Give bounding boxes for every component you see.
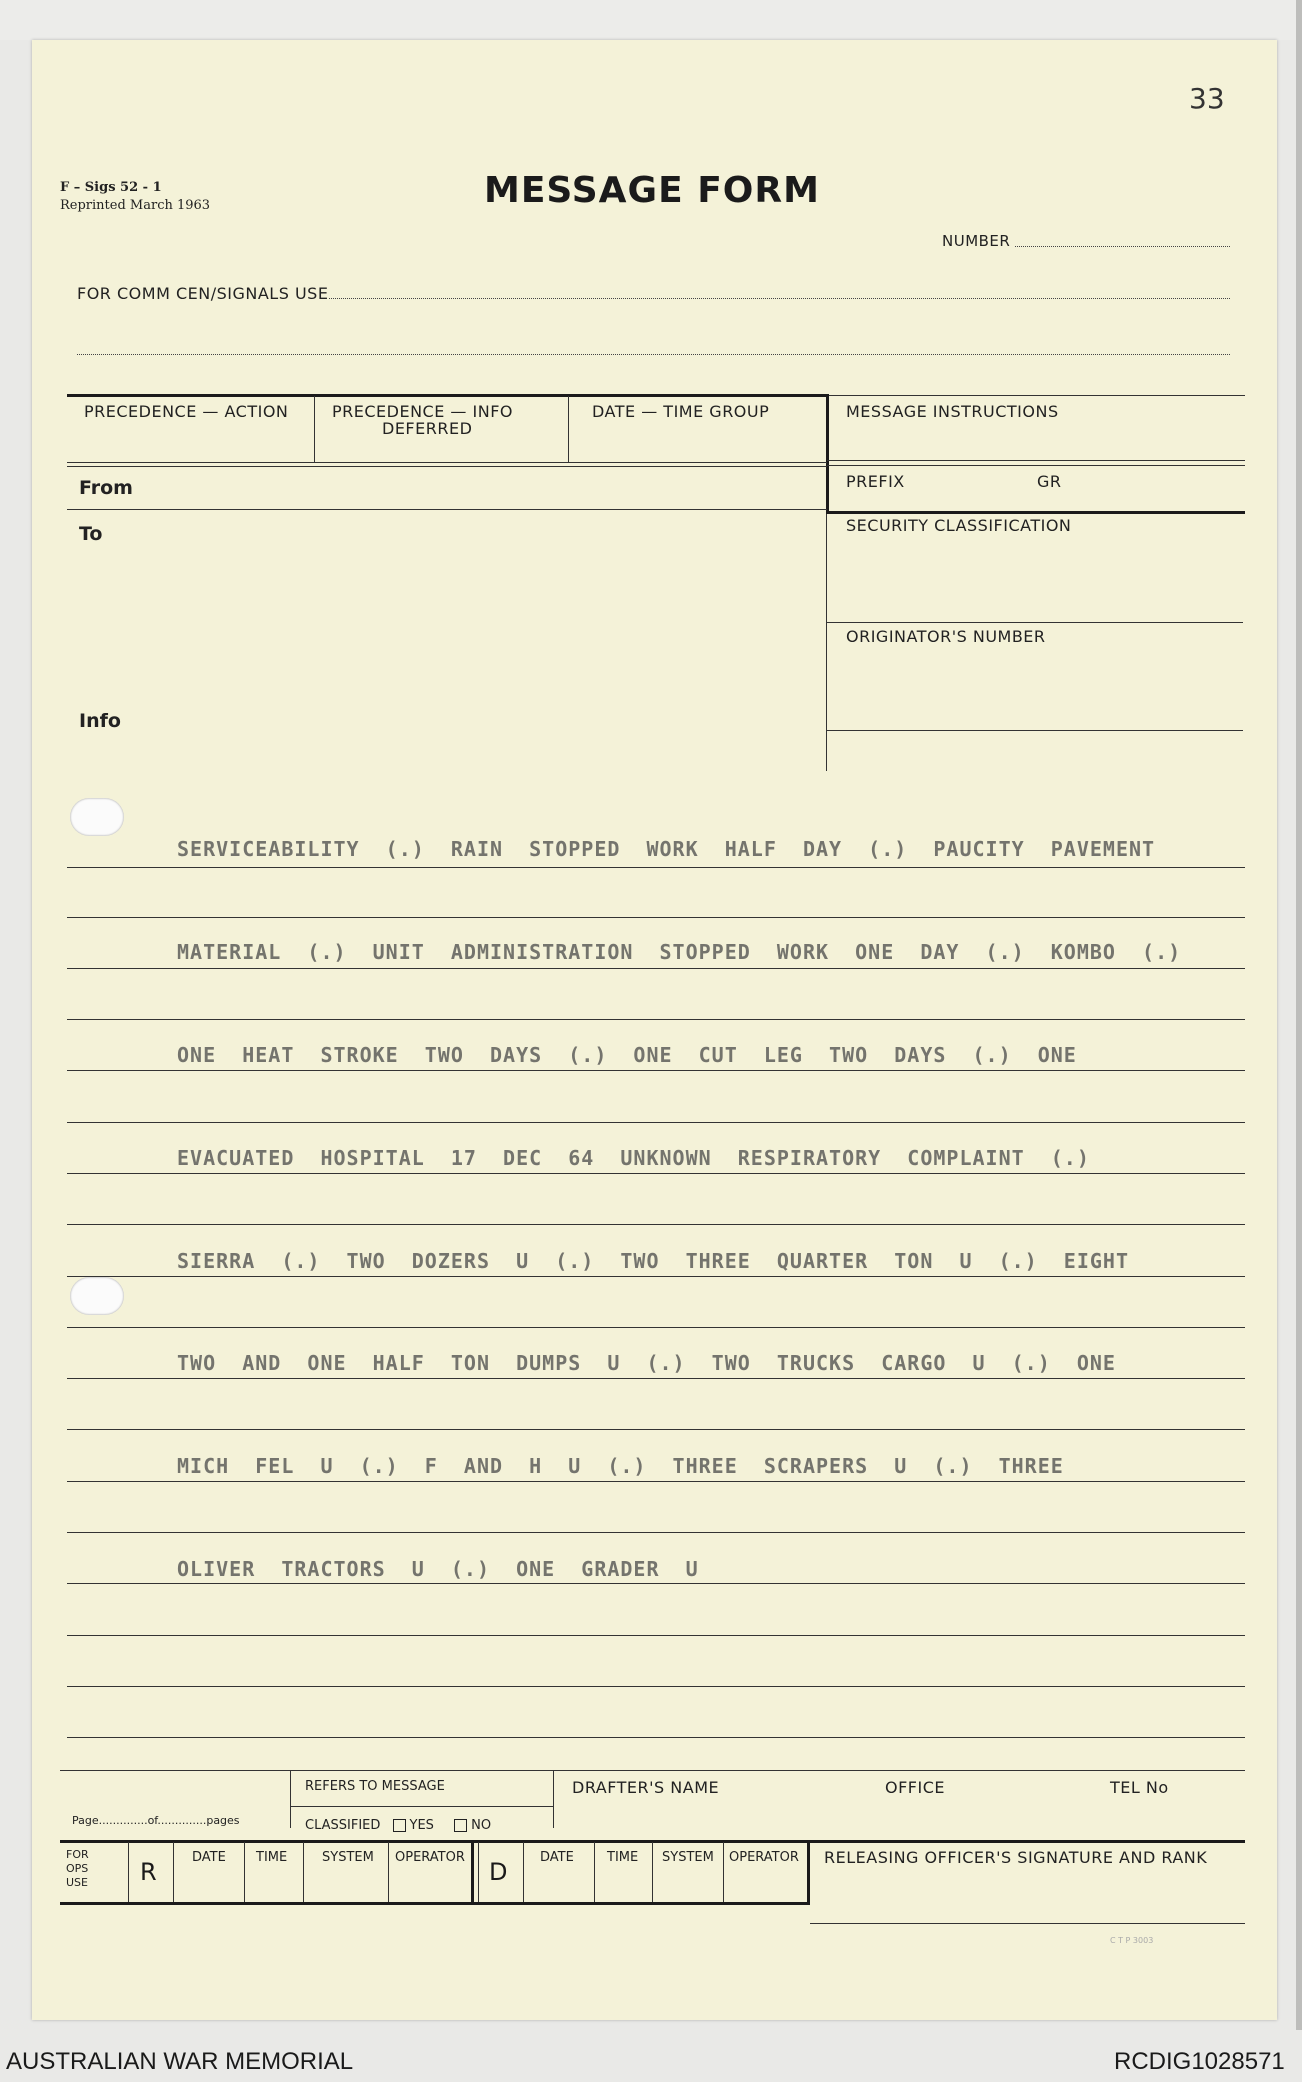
form-code: F – Sigs 52 - 1 <box>60 180 162 195</box>
originator-bottom <box>827 730 1243 731</box>
rule-9a <box>67 1686 1245 1687</box>
rule-5b <box>67 1327 1245 1328</box>
precedence-action-label: PRECEDENCE — ACTION <box>84 402 289 421</box>
handwritten-page-number: 33 <box>1189 82 1225 115</box>
prefix-label: PREFIX <box>846 472 905 491</box>
number-label: NUMBER <box>942 232 1011 250</box>
yes-label: YES <box>409 1818 434 1833</box>
drafter-label: DRAFTER'S NAME <box>572 1778 720 1797</box>
dtg-label: DATE — TIME GROUP <box>592 402 770 421</box>
date-label-r: DATE <box>192 1850 226 1865</box>
for-ops-use-1: FOR <box>66 1848 89 1861</box>
message-line-1: SERVICEABILITY (.) RAIN STOPPED WORK HALF DAY (.) PAUCITY PAVEMENT <box>177 837 1156 861</box>
no-checkbox[interactable] <box>454 1819 467 1832</box>
rule-8a <box>67 1583 1245 1584</box>
rule-8b <box>67 1635 1245 1636</box>
top-band <box>0 0 1302 40</box>
ops-bottom-left <box>60 1902 810 1905</box>
grid-top-right <box>827 395 1245 396</box>
punch-hole-top <box>70 798 124 836</box>
message-instructions-label: MESSAGE INSTRUCTIONS <box>846 402 1059 421</box>
no-label: NO <box>471 1818 492 1833</box>
ops-div-3 <box>244 1842 245 1902</box>
rule-5a <box>67 1276 1245 1277</box>
time-label-d: TIME <box>607 1850 639 1865</box>
rule-7b <box>67 1532 1245 1533</box>
rule-1a <box>67 867 1245 868</box>
prefix-bottom <box>827 511 1245 514</box>
message-line-8: OLIVER TRACTORS U (.) ONE GRADER U <box>177 1557 699 1581</box>
operator-label-r: OPERATOR <box>395 1850 465 1865</box>
operator-label-d: OPERATOR <box>729 1850 799 1865</box>
time-label-r: TIME <box>256 1850 288 1865</box>
ops-div-4 <box>303 1842 304 1902</box>
right-column-div <box>826 514 827 771</box>
ops-div-8 <box>523 1842 524 1902</box>
footer-left: AUSTRALIAN WAR MEMORIAL <box>6 2048 354 2075</box>
yes-checkbox[interactable] <box>393 1819 406 1832</box>
message-line-5: SIERRA (.) TWO DOZERS U (.) TWO THREE QUARTER TON U (.) EIGHT <box>177 1249 1129 1273</box>
security-label: SECURITY CLASSIFICATION <box>846 516 1072 535</box>
footer-right: RCDIG1028571 <box>1114 2048 1285 2075</box>
message-line-4: EVACUATED HOSPITAL 17 DEC 64 UNKNOWN RESPIRATORY COMPLAINT (.) <box>177 1146 1090 1170</box>
rule-6a <box>67 1378 1245 1379</box>
grid-top-left <box>67 394 827 397</box>
from-label: From <box>79 477 133 499</box>
tel-label: TEL No <box>1110 1778 1169 1797</box>
ops-div-1 <box>128 1842 129 1902</box>
security-bottom <box>827 622 1243 623</box>
deferred-label: DEFERRED <box>382 419 473 438</box>
for-ops-use-3: USE <box>66 1876 88 1889</box>
rule-7a <box>67 1481 1245 1482</box>
bottom-top-rule <box>60 1770 1245 1771</box>
info-label: Info <box>79 710 121 732</box>
refers-mid-rule <box>290 1806 553 1807</box>
refers-right-div <box>553 1770 554 1828</box>
rule-9b <box>67 1737 1245 1738</box>
comm-cen-field[interactable] <box>329 298 1230 299</box>
ops-div-2 <box>173 1842 174 1902</box>
system-label-r: SYSTEM <box>322 1850 374 1865</box>
from-to-divider <box>67 509 827 510</box>
grid-div-2 <box>568 396 569 462</box>
grid-row-2b-right <box>827 465 1245 466</box>
office-label: OFFICE <box>885 1778 945 1797</box>
message-form-sheet <box>32 40 1277 2020</box>
rule-6b <box>67 1429 1245 1430</box>
grid-row-2b-left <box>67 466 827 467</box>
refers-label: REFERS TO MESSAGE <box>305 1779 445 1794</box>
grid-row-2-left <box>67 462 827 463</box>
grid-div-1 <box>314 396 315 462</box>
grid-row-2-right <box>827 460 1245 461</box>
reprint-date: Reprinted March 1963 <box>60 198 211 213</box>
number-field[interactable] <box>1015 246 1230 247</box>
rule-3a <box>67 1070 1245 1071</box>
ops-div-5 <box>388 1842 389 1902</box>
system-label-d: SYSTEM <box>662 1850 714 1865</box>
message-line-7: MICH FEL U (.) F AND H U (.) THREE SCRAPERS U (.) THREE <box>177 1454 1064 1478</box>
ops-div-6 <box>471 1840 474 1902</box>
rule-2a <box>67 968 1245 969</box>
page-of-pages: Page..............of..............pages <box>72 1814 240 1827</box>
comm-cen-label: FOR COMM CEN/SIGNALS USE <box>77 284 329 303</box>
ops-div-11 <box>723 1842 724 1902</box>
rule-4b <box>67 1224 1245 1225</box>
right-edge <box>1296 0 1302 2030</box>
ops-div-10 <box>652 1842 653 1902</box>
releasing-officer-label: RELEASING OFFICER'S SIGNATURE AND RANK <box>824 1848 1208 1867</box>
message-line-2: MATERIAL (.) UNIT ADMINISTRATION STOPPED WORK ONE DAY (.) KOMBO (.) <box>177 940 1182 964</box>
classified-label: CLASSIFIED <box>305 1818 381 1833</box>
message-line-3: ONE HEAT STROKE TWO DAYS (.) ONE CUT LEG TWO DAYS (.) ONE <box>177 1043 1077 1067</box>
refers-left-div <box>290 1770 291 1828</box>
ops-div-7 <box>478 1842 479 1902</box>
ops-bottom-right <box>810 1923 1245 1924</box>
message-line-6: TWO AND ONE HALF TON DUMPS U (.) TWO TRUCKS CARGO U (.) ONE <box>177 1351 1116 1375</box>
punch-hole-bottom <box>70 1277 124 1315</box>
for-ops-use-2: OPS <box>66 1862 89 1875</box>
form-title: MESSAGE FORM <box>484 170 820 211</box>
to-label: To <box>79 523 103 545</box>
classified-row <box>305 1818 491 1833</box>
precedence-info-label: PRECEDENCE — INFO <box>332 402 513 421</box>
originator-label: ORIGINATOR'S NUMBER <box>846 627 1046 646</box>
printer-mark: C T P 3003 <box>1110 1936 1154 1945</box>
comm-cen-field-2[interactable] <box>77 354 1230 355</box>
grid-main-div <box>826 394 829 514</box>
ops-div-12 <box>807 1840 810 1904</box>
gr-label: GR <box>1037 472 1062 491</box>
r-marker: R <box>140 1858 157 1886</box>
d-marker: D <box>489 1858 508 1886</box>
rule-3b <box>67 1122 1245 1123</box>
ops-div-9 <box>594 1842 595 1902</box>
rule-2b <box>67 1019 1245 1020</box>
date-label-d: DATE <box>540 1850 574 1865</box>
rule-1b <box>67 917 1245 918</box>
rule-4a <box>67 1173 1245 1174</box>
